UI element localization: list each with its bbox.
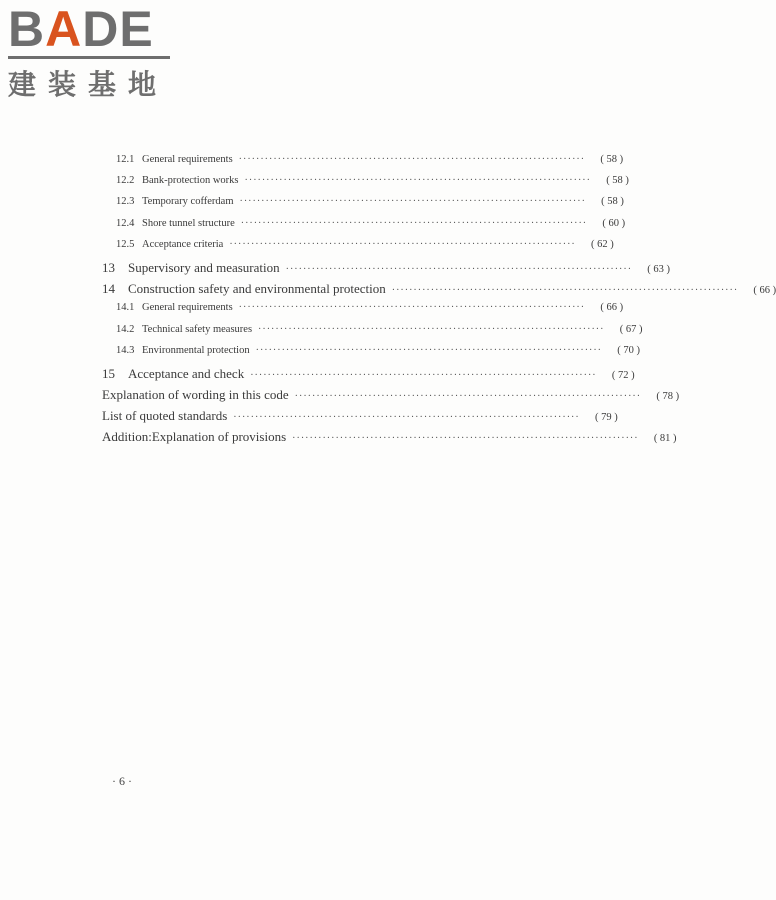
- toc-entry-title: Acceptance and check: [128, 365, 245, 381]
- toc-entry-number: 14: [102, 281, 115, 297]
- toc-entry-page: ( 67 ): [619, 323, 643, 335]
- logo-letter: D: [82, 1, 120, 57]
- toc-entry-number: 12.2: [116, 175, 135, 187]
- logo-letter: B: [8, 1, 46, 57]
- toc-entry: [102, 259, 671, 281]
- toc-entry-number: 13: [102, 259, 115, 275]
- dot-leader: ················································································: [239, 196, 586, 208]
- toc-entry: [102, 365, 635, 387]
- toc-entry: [102, 344, 641, 366]
- toc-entry-page: ( 62 ): [590, 238, 614, 250]
- dot-leader: ················································································: [240, 217, 588, 229]
- logo-letter: A: [45, 1, 83, 57]
- toc-entry-number: 12.5: [116, 238, 135, 250]
- toc-entry: [102, 429, 677, 450]
- toc-entry-number: 15: [102, 365, 115, 381]
- toc-entry: [102, 238, 614, 260]
- dot-leader: ················································································: [285, 263, 633, 275]
- toc-entry-number: 12.3: [116, 196, 135, 208]
- toc-entry-number: 14.1: [116, 302, 135, 314]
- logo-brand: [8, 1, 154, 57]
- toc-entry-page: ( 70 ): [617, 344, 641, 356]
- toc-entry-page: ( 58 ): [601, 196, 624, 208]
- toc-entry-title: Bank-protection works: [142, 175, 239, 187]
- dot-leader: ················································································: [258, 323, 605, 335]
- toc-entry: [102, 302, 624, 323]
- toc-entry-title: Shore tunnel structure: [142, 217, 235, 229]
- dot-leader: ················································································: [244, 175, 591, 187]
- toc-entry-title: Addition:Explanation of provisions: [102, 429, 287, 445]
- toc-entry-page: ( 58 ): [600, 154, 624, 165]
- toc-entry-number: 12.1: [116, 154, 135, 165]
- toc-entry-page: ( 72 ): [611, 369, 635, 381]
- toc-entry-page: ( 58 ): [606, 175, 629, 187]
- toc-entry: [102, 281, 776, 302]
- toc-entry-number: 14.2: [116, 323, 135, 335]
- toc-entry: [102, 408, 618, 429]
- toc-entry: [102, 196, 624, 217]
- toc-entry-title: Supervisory and measuration: [128, 259, 280, 275]
- dot-leader: ················································································: [229, 238, 576, 250]
- toc-entry-title: Acceptance criteria: [142, 238, 224, 250]
- toc-entry-page: ( 66 ): [753, 285, 776, 297]
- dot-leader: ················································································: [391, 285, 739, 297]
- toc-entry: [102, 154, 624, 175]
- toc-entry-title: General requirements: [142, 302, 233, 314]
- toc-entry-page: ( 78 ): [656, 391, 680, 403]
- dot-leader: ················································································: [233, 412, 580, 424]
- toc-entry-number: 12.4: [116, 217, 135, 229]
- toc-entry-page: ( 79 ): [594, 412, 618, 424]
- toc-entry: [102, 323, 643, 345]
- toc-entry-title: List of quoted standards: [102, 408, 228, 424]
- toc-entry: [102, 387, 680, 408]
- dot-leader: ················································································: [294, 391, 642, 403]
- dot-leader: ················································································: [255, 344, 603, 356]
- dot-leader: ················································································: [250, 369, 597, 381]
- toc-entry-number: 14.3: [116, 344, 135, 356]
- toc-entry-title: Environmental protection: [142, 344, 250, 356]
- toc-entry-title: Technical safety measures: [142, 323, 253, 335]
- toc-entry-title: Construction safety and environmental protection: [128, 281, 386, 297]
- toc-entry-title: Temporary cofferdam: [142, 196, 234, 208]
- table-of-contents: [102, 154, 776, 451]
- toc-entry-page: ( 81 ): [653, 433, 677, 445]
- toc-entry-page: ( 60 ): [602, 217, 626, 229]
- dot-leader: ················································································: [238, 302, 586, 314]
- logo-letter: E: [119, 1, 154, 57]
- logo-wordmark: [8, 1, 178, 57]
- toc-entry: [102, 175, 629, 196]
- logo-chinese-text: 建装基地: [8, 68, 169, 101]
- toc-entry-title: General requirements: [142, 154, 233, 165]
- toc-entry-title: Explanation of wording in this code: [102, 387, 289, 403]
- bade-logo: [8, 1, 178, 103]
- dot-leader: ················································································: [238, 154, 586, 165]
- toc-entry-page: ( 66 ): [600, 302, 624, 314]
- toc-entry: [102, 217, 626, 239]
- dot-leader: ················································································: [292, 433, 639, 445]
- page-number: · 6 ·: [112, 774, 132, 788]
- toc-entry-page: ( 63 ): [647, 263, 671, 275]
